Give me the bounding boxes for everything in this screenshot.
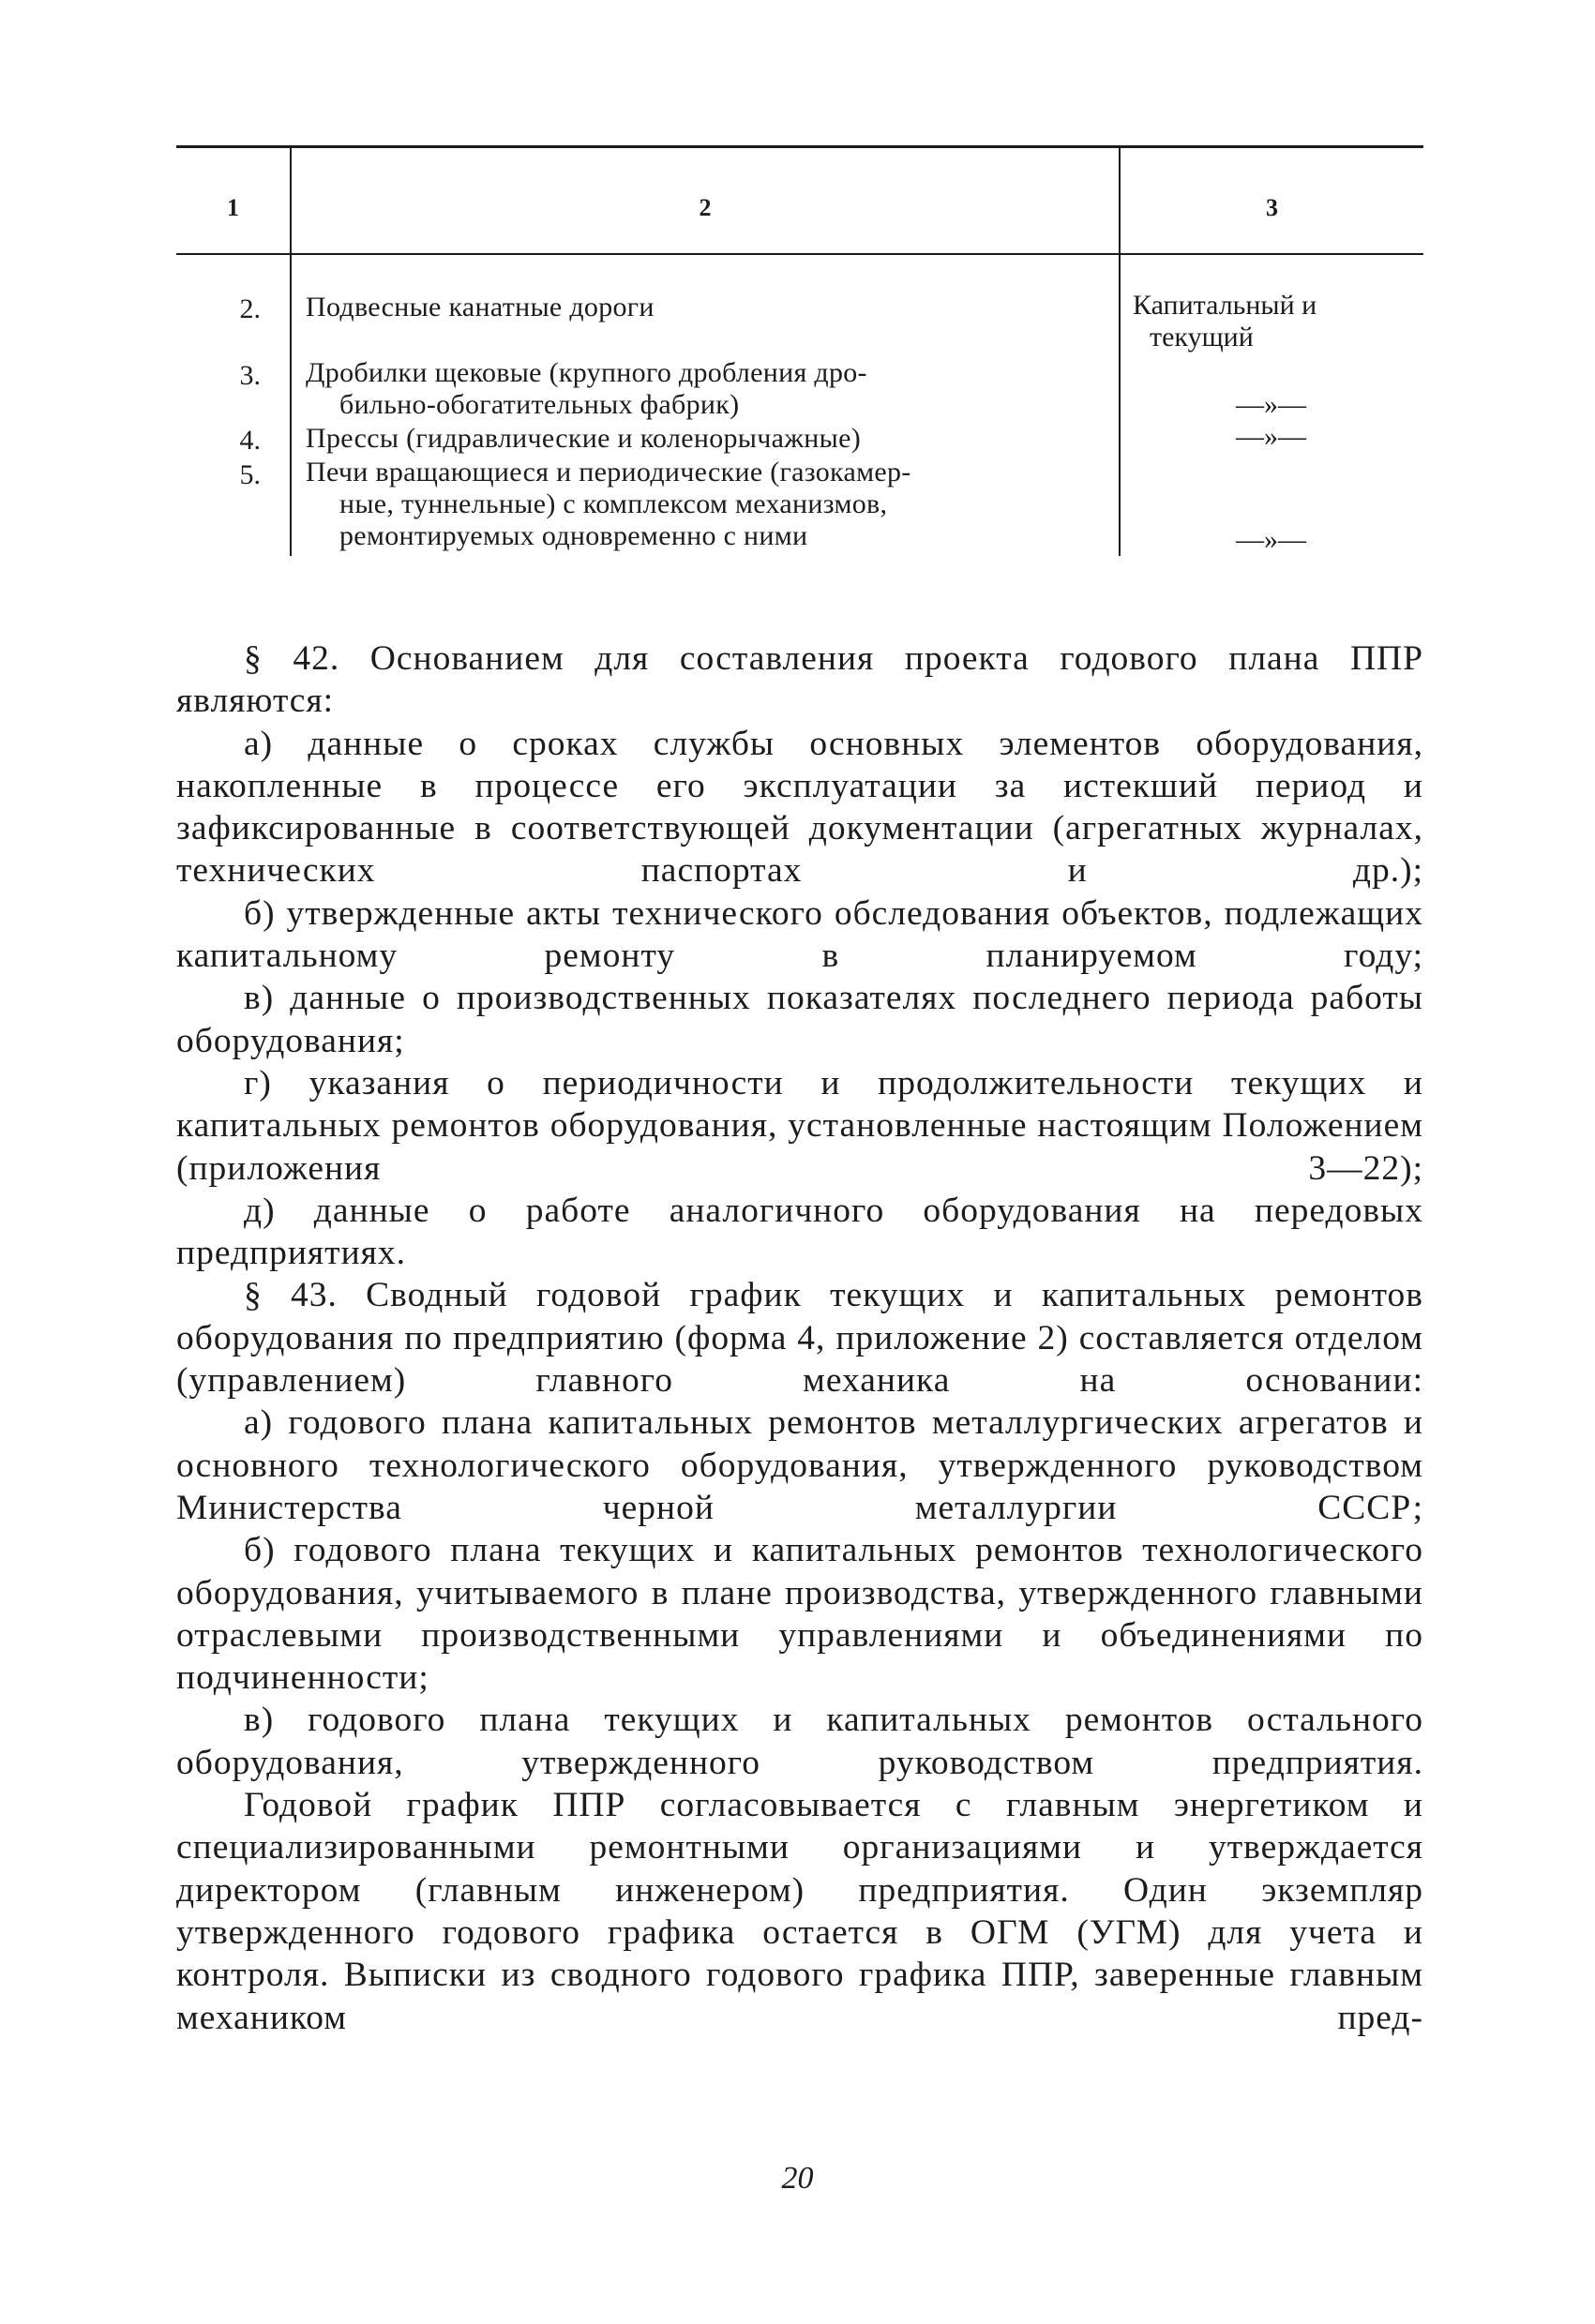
description-line: ные, туннельные) с комплексом механизмов, xyxy=(339,488,888,519)
paragraph: а) данные о сроках службы основных элементов оборудования, накопленные в процессе его эксплуатации за истекший период и зафиксированные в соответствующей документации (агрегатных журналах, технических паспортах и др.); xyxy=(176,724,1423,891)
paragraph: а) годового плана капитальных ремонтов металлургических агрегатов и основного технологического оборудования, утвержденного руководством Министерства черной металлургии СССР; xyxy=(176,1403,1423,1527)
row-description xyxy=(306,357,1105,421)
row-number: 3. xyxy=(239,360,261,391)
page-number: 20 xyxy=(781,2161,814,2196)
table-header-rule xyxy=(176,253,1423,255)
table-top-rule xyxy=(176,145,1423,148)
description-line: ремонтируемых одновременно с ними xyxy=(339,520,808,551)
ditto-mark: —»— xyxy=(1236,389,1306,420)
body-text xyxy=(176,637,1423,2039)
description-line: Дробилки щековые (крупного дробления дро- xyxy=(306,357,867,388)
category-line: Капитальный и xyxy=(1133,290,1317,321)
paragraph: § 42. Основанием для составления проекта годового плана ППР являются: xyxy=(176,639,1423,721)
paragraph: в) данные о производственных показателях последнего периода работы оборудования; xyxy=(176,979,1423,1060)
paragraph: § 43. Сводный годовой график текущих и капитальных ремонтов оборудования по предприятию (форма 4, приложение 2) составляется отделом (управлением) главного механика на основании: xyxy=(176,1276,1423,1401)
paragraph: б) годового плана текущих и капитальных ремонтов технологического оборудования, учитываемого в плане производства, утвержденного главными отраслевыми производственными управлениями и объединениями по подчиненности; xyxy=(176,1531,1423,1698)
repair-category xyxy=(1133,290,1414,353)
paragraph: д) данные о работе аналогичного оборудования на передовых предприятиях. xyxy=(176,1191,1423,1273)
paragraph: Годовой график ППР согласовывается с главным энергетиком и специализированными ремонтными организациями и утверждается директором (главным инженером) предприятия. Один экземпляр утвержденного годового графика остается в ОГМ (УГМ) для учета и контроля. Выписки из сводного годового графика ППР, заверенные главным механиком пред- xyxy=(176,1786,1423,2037)
row-number: 5. xyxy=(239,459,261,490)
paragraph: б) утвержденные акты технического обследования объектов, подлежащих капитальному ремонту в планируемом году; xyxy=(176,893,1423,976)
paragraph: в) годового плана текущих и капитальных ремонтов остального оборудования, утвержденного руководством предприятия. xyxy=(176,1701,1423,1782)
row-description xyxy=(306,292,1105,323)
equipment-table xyxy=(176,145,1423,567)
ditto-mark: —»— xyxy=(1236,421,1306,452)
ditto-mark: —»— xyxy=(1236,524,1306,555)
row-number: 2. xyxy=(239,293,261,324)
category-line: текущий xyxy=(1150,322,1254,352)
description-line: бильно-обогатительных фабрик) xyxy=(339,389,740,420)
column-header: 1 xyxy=(227,194,239,221)
column-header: 3 xyxy=(1266,194,1278,221)
row-description xyxy=(306,457,1105,552)
row-description xyxy=(306,423,1105,455)
row-number: 4. xyxy=(239,425,261,456)
paragraph: г) указания о периодичности и продолжительности текущих и капитальных ремонтов оборудования, установленные настоящим Положением (приложения 3—22); xyxy=(176,1063,1423,1188)
description-line: Печи вращающиеся и периодические (газокамер- xyxy=(306,457,911,487)
column-header: 2 xyxy=(699,194,712,221)
description-line: Прессы (гидравлические и коленорычажные) xyxy=(306,423,862,454)
description-line: Подвесные канатные дороги xyxy=(306,292,655,322)
